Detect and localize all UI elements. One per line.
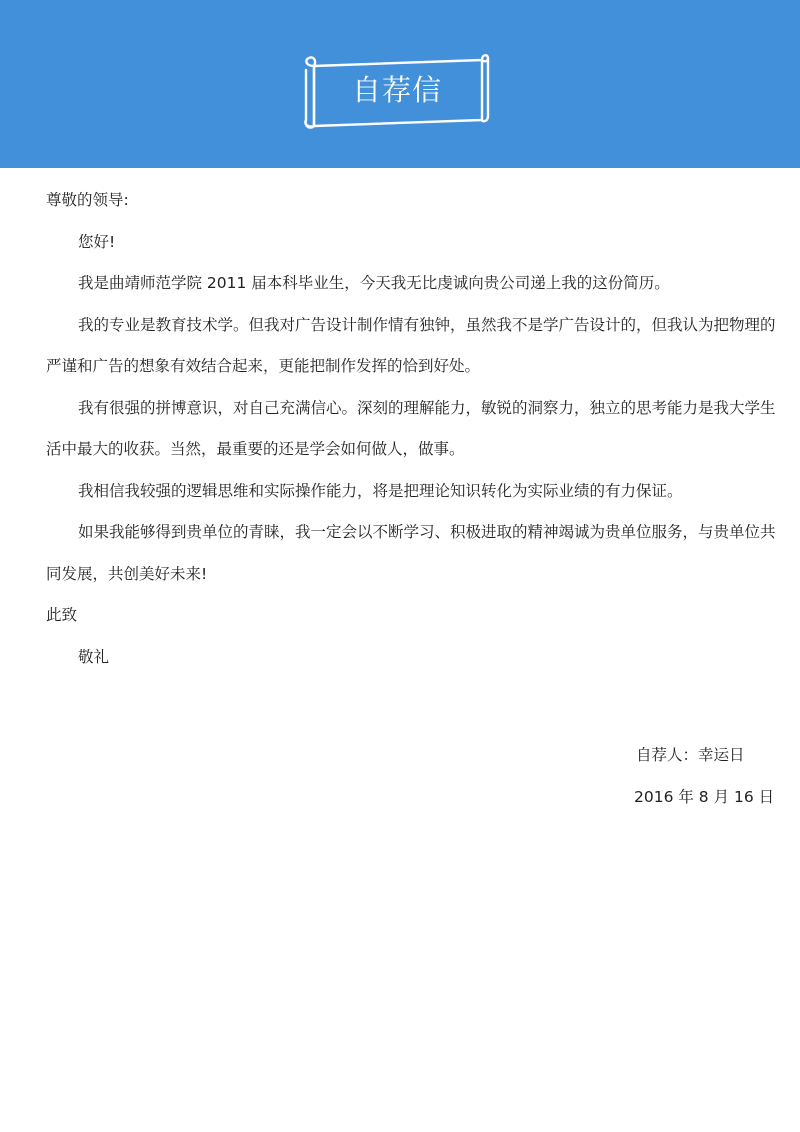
salutation: 尊敬的领导: xyxy=(46,191,129,209)
letter-body xyxy=(46,180,776,678)
paragraph-major: 我的专业是教育技术学。但我对广告设计制作情有独钟，虽然我不是学广告设计的，但我认为把物理的严谨和广告的想象有效结合起来，更能把制作发挥的恰到好处。 xyxy=(46,315,776,375)
page-title: 自荐信 xyxy=(351,73,442,107)
title-scroll-banner xyxy=(300,50,490,134)
closing: 此致 xyxy=(46,606,78,624)
signature-block xyxy=(600,734,790,818)
regards: 敬礼 xyxy=(78,647,110,666)
paragraph-ability: 我相信我较强的逻辑思维和实际操作能力，将是把理论知识转化为实际业绩的有力保证。 xyxy=(78,481,683,500)
paragraph-strengths: 我有很强的拼博意识，对自己充满信心。深刻的理解能力，敏锐的洞察力，独立的思考能力是我大学生活中最大的收获。当然，最重要的还是学会如何做人，做事。 xyxy=(46,398,776,458)
signature-date: 2016 年 8 月 16 日 xyxy=(634,788,775,806)
paragraph-hope: 如果我能够得到贵单位的青睐，我一定会以不断学习、积极进取的精神竭诚为贵单位服务，与贵单位共同发展，共创美好未来! xyxy=(46,523,776,583)
signature-name: 自荐人：幸运日 xyxy=(636,746,745,764)
paragraph-intro: 我是曲靖师范学院 2011 届本科毕业生，今天我无比虔诚向贵公司递上我的这份简历。 xyxy=(78,274,670,292)
greeting: 您好! xyxy=(78,232,116,251)
